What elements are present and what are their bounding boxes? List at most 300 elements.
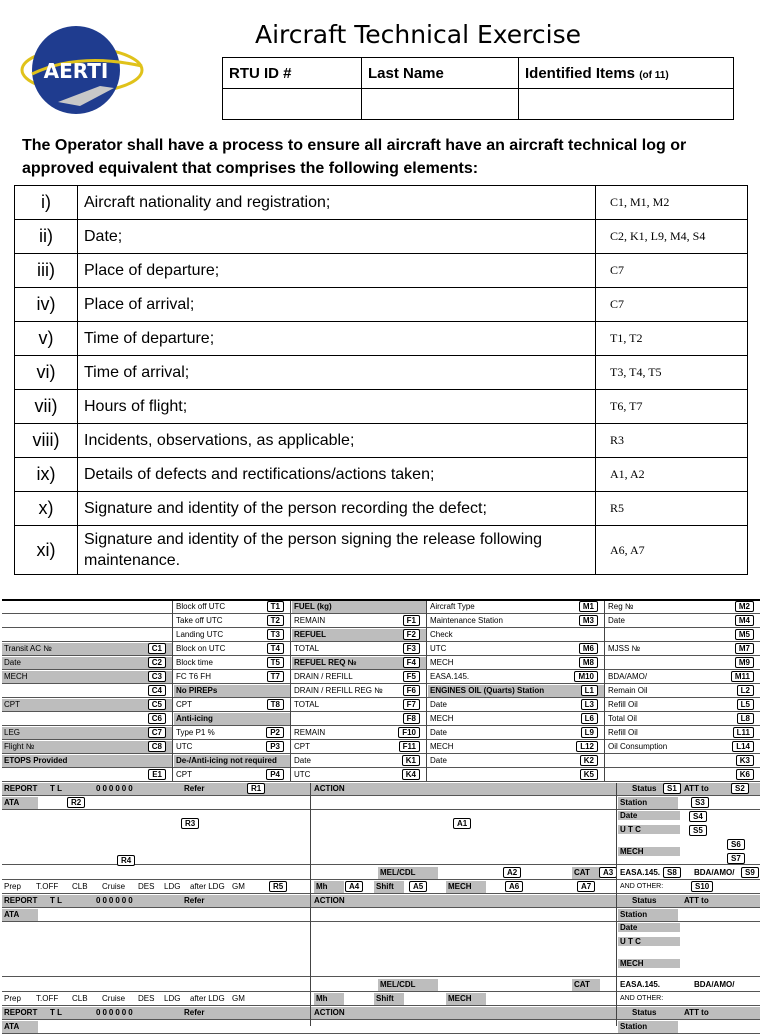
s1-marker: S1 — [663, 783, 681, 794]
s7-marker: S7 — [727, 853, 745, 864]
s3-marker: S3 — [691, 797, 709, 808]
log-field-marker: T1 — [267, 601, 284, 612]
log-field-marker: T3 — [267, 629, 284, 640]
status-label: Status — [632, 1008, 657, 1017]
log-field-label: TOTAL — [294, 644, 320, 653]
log-header-row — [2, 755, 760, 768]
log-field[interactable] — [292, 657, 426, 669]
log-field[interactable] — [292, 699, 426, 711]
log-header-row — [2, 713, 760, 726]
log-field-label: Date — [608, 616, 625, 625]
log-field-marker: L12 — [576, 741, 598, 752]
log-field[interactable] — [292, 685, 426, 697]
log-field-label: CPT — [294, 742, 310, 751]
log-field-marker: C5 — [148, 699, 166, 710]
easa-label: EASA.145. — [620, 868, 661, 877]
log-field-marker: P4 — [266, 769, 284, 780]
log-field[interactable] — [2, 629, 172, 641]
log-field-marker: P3 — [266, 741, 284, 752]
log-field-marker: C3 — [148, 671, 166, 682]
log-field[interactable] — [606, 629, 760, 641]
cat-label: CAT — [572, 867, 600, 879]
phase-prep[interactable]: Prep — [4, 882, 21, 891]
identified-items-field[interactable] — [519, 89, 734, 120]
log-field-label: Date — [430, 756, 447, 765]
log-field[interactable] — [606, 643, 760, 655]
log-field-marker: L5 — [737, 699, 754, 710]
log-field-label: Transit AC № — [4, 644, 52, 653]
bda-label: BDA/AMO/ — [694, 980, 735, 989]
log-field[interactable] — [2, 643, 172, 655]
r3-marker: R3 — [181, 818, 199, 829]
log-field-label: ETOPS Provided — [4, 756, 68, 765]
log-field[interactable] — [428, 601, 604, 613]
log-field-label: Maintenance Station — [430, 616, 503, 625]
log-field-label: MECH — [430, 742, 454, 751]
mel-label: MEL/CDL — [378, 979, 438, 991]
report-label: REPORT — [4, 896, 38, 905]
log-field[interactable] — [174, 643, 290, 655]
last-name-header: Last Name — [362, 58, 519, 89]
identification-table — [222, 57, 734, 120]
log-field-marker: E1 — [148, 769, 166, 780]
status-label: Status — [632, 896, 657, 905]
log-field[interactable] — [2, 671, 172, 683]
log-header-row — [2, 615, 760, 628]
log-field-label: MJSS № — [608, 644, 641, 653]
element-row: iii) Place of departure; C7 — [15, 254, 748, 288]
log-header-row — [2, 741, 760, 754]
rtu-id-header: RTU ID # — [223, 58, 362, 89]
log-field-marker: M1 — [579, 601, 598, 612]
r4-marker: R4 — [117, 855, 135, 866]
log-field-marker: L9 — [581, 727, 598, 738]
easa-label: EASA.145. — [620, 980, 661, 989]
log-field-label: UTC — [294, 770, 311, 779]
log-field-marker: M3 — [579, 615, 598, 626]
log-field-marker: L14 — [732, 741, 754, 752]
log-field-marker: K4 — [402, 769, 420, 780]
log-field[interactable] — [606, 713, 760, 725]
refer-label: Refer — [184, 896, 205, 905]
report-1-bar — [2, 783, 760, 796]
log-field[interactable] — [174, 741, 290, 753]
log-field-marker: C8 — [148, 741, 166, 752]
log-field-label: Aircraft Type — [430, 602, 475, 611]
log-field-label: UTC — [430, 644, 447, 653]
station-label: Station — [618, 1021, 678, 1033]
log-field[interactable] — [606, 741, 760, 753]
log-field[interactable] — [2, 741, 172, 753]
phase-des[interactable]: DES — [138, 994, 155, 1003]
log-field-label: BDA/AMO/ — [608, 672, 648, 681]
phase-des[interactable]: DES — [138, 882, 155, 891]
and-other-label: AND OTHER: — [620, 995, 664, 1002]
log-field[interactable] — [174, 657, 290, 669]
log-header-row — [2, 643, 760, 656]
phase-ldg[interactable]: LDG — [164, 882, 181, 891]
log-field[interactable] — [174, 713, 290, 725]
log-field[interactable] — [606, 769, 760, 781]
log-field[interactable] — [428, 657, 604, 669]
phase-gm[interactable]: GM — [232, 882, 245, 891]
log-field-label: REFUEL REQ № — [294, 658, 357, 667]
report-3-bar — [2, 1007, 760, 1020]
log-field-marker: L2 — [737, 685, 754, 696]
log-header-row — [2, 699, 760, 712]
element-row: iv) Place of arrival; C7 — [15, 288, 748, 322]
log-field-label: Check — [430, 630, 453, 639]
log-field-label: CPT — [4, 700, 20, 709]
log-field-label: EASA.145. — [430, 672, 470, 681]
log-field[interactable] — [428, 615, 604, 627]
station-label: Station — [618, 909, 678, 921]
mh-label: Mh — [314, 993, 344, 1005]
log-field-label: Block off UTC — [176, 602, 226, 611]
log-field-label: Block time — [176, 658, 213, 667]
logo-text: AERTI — [43, 59, 109, 83]
log-field[interactable] — [2, 713, 172, 725]
phase-row — [2, 881, 760, 894]
log-field[interactable] — [174, 769, 290, 781]
log-header-row — [2, 769, 760, 782]
log-header-row — [2, 685, 760, 698]
a3-marker: A3 — [599, 867, 617, 878]
r2-marker: R2 — [67, 797, 85, 808]
phase-clb[interactable]: CLB — [72, 994, 88, 1003]
log-field-label: UTC — [176, 742, 193, 751]
log-field-marker: C1 — [148, 643, 166, 654]
log-field[interactable] — [428, 755, 604, 767]
element-row: viii) Incidents, observations, as applicable; R3 — [15, 424, 748, 458]
log-field-marker: F10 — [398, 727, 420, 738]
log-field[interactable] — [292, 727, 426, 739]
a6-marker: A6 — [505, 881, 523, 892]
s8-marker: S8 — [663, 867, 681, 878]
log-field-marker: P2 — [266, 727, 284, 738]
mech-label: MECH — [618, 959, 680, 968]
station-label: Station — [618, 797, 678, 809]
log-field[interactable] — [428, 699, 604, 711]
log-field[interactable] — [428, 769, 604, 781]
utc-label: U T C — [618, 937, 680, 946]
log-field-label: Date — [430, 728, 447, 737]
date-label: Date — [618, 923, 680, 932]
log-field-marker: T7 — [267, 671, 284, 682]
log-field-label: ENGINES OIL (Quarts) Station — [430, 686, 545, 695]
log-field[interactable] — [606, 601, 760, 613]
mel-row-2 — [2, 979, 760, 992]
log-field-marker: L1 — [581, 685, 598, 696]
log-field-marker: K6 — [736, 769, 754, 780]
s5-marker: S5 — [689, 825, 707, 836]
log-field[interactable] — [174, 755, 290, 767]
report-number: 000000 — [96, 784, 135, 793]
log-field[interactable] — [606, 755, 760, 767]
log-field-marker: M11 — [731, 671, 754, 682]
log-field-marker: T8 — [267, 699, 284, 710]
log-field-marker: K1 — [402, 755, 420, 766]
a4-marker: A4 — [345, 881, 363, 892]
log-header-row — [2, 629, 760, 642]
action-label: ACTION — [314, 896, 345, 905]
log-field-marker: T2 — [267, 615, 284, 626]
a7-marker: A7 — [577, 881, 595, 892]
log-field-label: REFUEL — [294, 630, 326, 639]
log-field[interactable] — [292, 615, 426, 627]
log-field[interactable] — [292, 755, 426, 767]
log-field-marker: F8 — [403, 713, 420, 724]
log-field-marker: L8 — [737, 713, 754, 724]
log-field[interactable] — [606, 699, 760, 711]
s6-marker: S6 — [727, 839, 745, 850]
log-field-label: LEG — [4, 728, 21, 737]
phase-row-2 — [2, 993, 760, 1006]
log-field-marker: M8 — [579, 657, 598, 668]
log-field-label: Total Oil — [608, 714, 637, 723]
att-label: ATT to — [684, 784, 709, 793]
phase-toff[interactable]: T.OFF — [36, 882, 59, 891]
ata-label: ATA — [2, 909, 38, 921]
log-field-label: Reg № — [608, 602, 634, 611]
log-field-label: CPT — [176, 700, 192, 709]
ata-label: ATA — [2, 1021, 38, 1033]
s2-marker: S2 — [731, 783, 749, 794]
log-field-marker: C2 — [148, 657, 166, 668]
log-field-marker: T5 — [267, 657, 284, 668]
element-row: ix) Details of defects and rectifications/actions taken; A1, A2 — [15, 458, 748, 492]
report-label: REPORT — [4, 1008, 38, 1017]
log-field-label: Remain Oil — [608, 686, 648, 695]
element-row: xi) Signature and identity of the person signing the release following maintenance. A6, A7 — [15, 526, 748, 575]
log-field[interactable] — [174, 727, 290, 739]
element-row: v) Time of departure; T1, T2 — [15, 322, 748, 356]
log-field[interactable] — [174, 615, 290, 627]
log-field[interactable] — [2, 769, 172, 781]
defect-area[interactable] — [2, 811, 760, 865]
log-field-marker: K2 — [580, 755, 598, 766]
phase-prep[interactable]: Prep — [4, 994, 21, 1003]
utc-label: U T C — [618, 825, 680, 834]
log-field[interactable] — [2, 615, 172, 627]
log-header-row — [2, 601, 760, 614]
log-field-marker: F4 — [403, 657, 420, 668]
element-row: i) Aircraft nationality and registration; C1, M1, M2 — [15, 186, 748, 220]
phase-clb[interactable]: CLB — [72, 882, 88, 891]
rtu-id-field[interactable] — [223, 89, 362, 120]
log-field[interactable] — [2, 699, 172, 711]
a1-marker: A1 — [453, 818, 471, 829]
log-field[interactable] — [292, 713, 426, 725]
log-field[interactable] — [428, 685, 604, 697]
refer-label: Refer — [184, 784, 205, 793]
log-field-marker: K3 — [736, 755, 754, 766]
log-field[interactable] — [174, 601, 290, 613]
log-field-marker: F1 — [403, 615, 420, 626]
log-field-marker: F11 — [399, 741, 420, 752]
log-field-marker: K5 — [580, 769, 598, 780]
log-field-marker: F6 — [403, 685, 420, 696]
log-field[interactable] — [2, 685, 172, 697]
log-field-marker: M2 — [735, 601, 754, 612]
log-field[interactable] — [606, 727, 760, 739]
log-field-marker: M9 — [735, 657, 754, 668]
log-header-row — [2, 727, 760, 740]
log-field-label: Type P1 % — [176, 728, 215, 737]
action-label: ACTION — [314, 784, 345, 793]
log-field-marker: L3 — [581, 699, 598, 710]
phase-ldg[interactable]: LDG — [164, 994, 181, 1003]
log-field-marker: T4 — [267, 643, 284, 654]
log-field-label: Date — [430, 700, 447, 709]
log-field-label: FC T6 FH — [176, 672, 211, 681]
log-field[interactable] — [292, 643, 426, 655]
log-field-marker: M7 — [735, 643, 754, 654]
log-field-label: CPT — [176, 770, 192, 779]
log-field[interactable] — [606, 671, 760, 683]
log-field-label: Oil Consumption — [608, 742, 668, 751]
cat-label: CAT — [572, 979, 600, 991]
log-field[interactable] — [428, 671, 604, 683]
phase-toff[interactable]: T.OFF — [36, 994, 59, 1003]
r1-marker: R1 — [247, 783, 265, 794]
defect-area-2[interactable] — [2, 923, 760, 977]
log-field-label: MECH — [430, 714, 454, 723]
mech-label-2: MECH — [446, 881, 486, 893]
identified-items-header: Identified Items (of 11) — [519, 58, 734, 89]
ata-row-2 — [2, 909, 760, 922]
tl-label: T L — [50, 1008, 62, 1017]
log-field[interactable] — [292, 671, 426, 683]
log-field[interactable] — [174, 699, 290, 711]
log-field-label: De-/Anti-icing not required — [176, 756, 277, 765]
report-2-bar — [2, 895, 760, 908]
log-field-marker: M5 — [735, 629, 754, 640]
refer-label: Refer — [184, 1008, 205, 1017]
log-field[interactable] — [606, 657, 760, 669]
action-label: ACTION — [314, 1008, 345, 1017]
page-title: Aircraft Technical Exercise — [254, 20, 581, 49]
phase-after-ldg[interactable]: after LDG — [190, 882, 225, 891]
att-label: ATT to — [684, 1008, 709, 1017]
log-field-marker: F3 — [403, 643, 420, 654]
log-field-label: REMAIN — [294, 616, 326, 625]
log-field[interactable] — [2, 755, 172, 767]
phase-gm[interactable]: GM — [232, 994, 245, 1003]
log-field[interactable] — [292, 769, 426, 781]
mech-label-2: MECH — [446, 993, 486, 1005]
log-field-label: Anti-icing — [176, 714, 213, 723]
bda-label: BDA/AMO/ — [694, 868, 735, 877]
log-field[interactable] — [174, 685, 290, 697]
log-field[interactable] — [428, 643, 604, 655]
log-field-marker: C6 — [148, 713, 166, 724]
log-field[interactable] — [606, 685, 760, 697]
r5-marker: R5 — [269, 881, 287, 892]
log-field-label: Take off UTC — [176, 616, 223, 625]
phase-cruise[interactable]: Cruise — [102, 882, 126, 891]
status-label: Status — [632, 784, 657, 793]
log-field[interactable] — [428, 629, 604, 641]
elements-table — [14, 185, 748, 575]
log-field[interactable] — [174, 671, 290, 683]
log-field-label: Landing UTC — [176, 630, 224, 639]
log-field-marker: L6 — [581, 713, 598, 724]
intro-text: The Operator shall have a process to ensure all aircraft have an aircraft technical log or approved equivalent that comprises the following elements: — [22, 137, 687, 177]
log-field[interactable] — [2, 727, 172, 739]
element-row: ii) Date; C2, K1, L9, M4, S4 — [15, 220, 748, 254]
log-field-marker: F5 — [403, 671, 420, 682]
log-field-marker: C7 — [148, 727, 166, 738]
log-field-label: No PIREPs — [176, 686, 218, 695]
technical-log-form — [2, 599, 760, 1031]
att-label: ATT to — [684, 896, 709, 905]
log-field[interactable] — [2, 601, 172, 613]
log-field[interactable] — [428, 713, 604, 725]
log-field[interactable] — [428, 741, 604, 753]
log-field-marker: M10 — [574, 671, 598, 682]
log-field-label: MECH — [430, 658, 454, 667]
log-field-label: DRAIN / REFILL REG № — [294, 686, 383, 695]
log-field-marker: M4 — [735, 615, 754, 626]
log-field-marker: L11 — [733, 727, 754, 738]
shift-label: Shift — [374, 881, 404, 893]
element-row: x) Signature and identity of the person recording the defect; R5 — [15, 492, 748, 526]
element-row: vi) Time of arrival; T3, T4, T5 — [15, 356, 748, 390]
log-field[interactable] — [292, 741, 426, 753]
and-other-label: AND OTHER: — [620, 883, 664, 890]
date-label: Date — [618, 811, 680, 820]
log-field-label: DRAIN / REFILL — [294, 672, 353, 681]
log-field-marker: F2 — [403, 629, 420, 640]
s4-marker: S4 — [689, 811, 707, 822]
phase-after-ldg[interactable]: after LDG — [190, 994, 225, 1003]
log-field[interactable] — [174, 629, 290, 641]
a5-marker: A5 — [409, 881, 427, 892]
log-field-label: Flight № — [4, 742, 35, 751]
mh-label: Mh — [314, 881, 344, 893]
log-field-marker: M6 — [579, 643, 598, 654]
log-field-label: Refill Oil — [608, 700, 638, 709]
s10-marker: S10 — [691, 881, 713, 892]
aerti-logo — [18, 22, 150, 118]
log-field[interactable] — [2, 657, 172, 669]
log-field-label: MECH — [4, 672, 28, 681]
log-field[interactable] — [428, 727, 604, 739]
mech-label: MECH — [618, 847, 680, 856]
ata-label: ATA — [2, 797, 38, 809]
a2-marker: A2 — [503, 867, 521, 878]
phase-cruise[interactable]: Cruise — [102, 994, 126, 1003]
log-field[interactable] — [292, 629, 426, 641]
tl-label: T L — [50, 784, 62, 793]
report-label: REPORT — [4, 784, 38, 793]
log-field-label: REMAIN — [294, 728, 326, 737]
shift-label: Shift — [374, 993, 404, 1005]
log-field-marker: F7 — [403, 699, 420, 710]
log-field[interactable] — [606, 615, 760, 627]
mel-row — [2, 867, 760, 880]
ata-row-3 — [2, 1021, 760, 1034]
last-name-field[interactable] — [362, 89, 519, 120]
log-field-marker: C4 — [148, 685, 166, 696]
mel-label: MEL/CDL — [378, 867, 438, 879]
log-field-label: Date — [294, 756, 311, 765]
report-number: 000000 — [96, 1008, 135, 1017]
log-field-label: FUEL (kg) — [294, 602, 332, 611]
log-field[interactable] — [292, 601, 426, 613]
element-row: vii) Hours of flight; T6, T7 — [15, 390, 748, 424]
